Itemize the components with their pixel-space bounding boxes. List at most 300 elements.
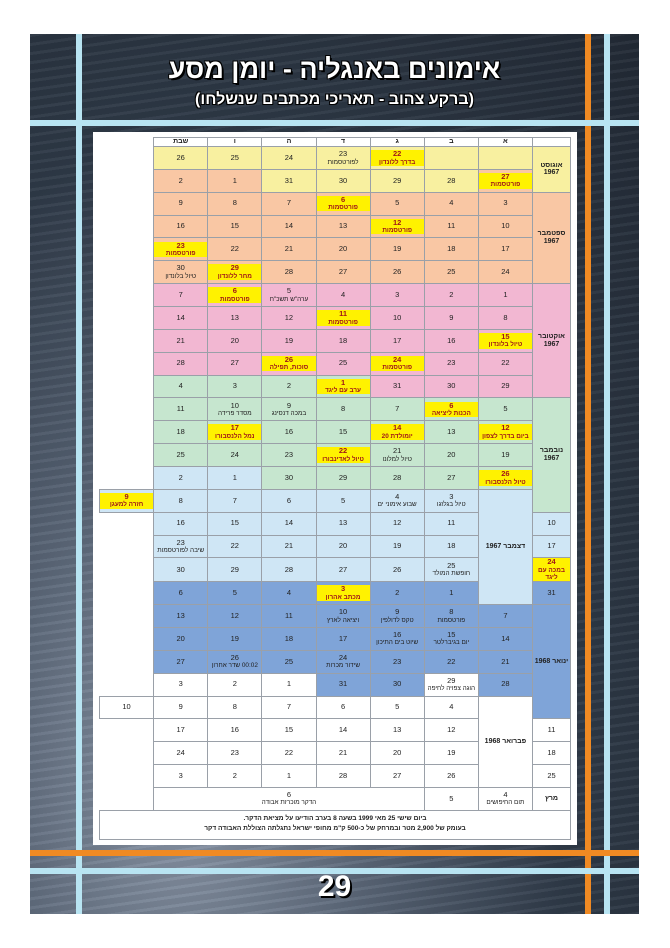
day-note: שיבה לפורטסמות bbox=[157, 547, 205, 555]
day-number: 25 bbox=[284, 656, 294, 666]
day-number: 29 bbox=[230, 564, 239, 574]
day-number: 6 bbox=[178, 587, 183, 597]
day-cell bbox=[262, 238, 316, 261]
day-number: 21 bbox=[176, 335, 185, 345]
day-number: 10 bbox=[393, 312, 402, 322]
day-number: 3 bbox=[395, 289, 400, 299]
day-cell bbox=[208, 742, 262, 765]
day-cell bbox=[370, 192, 424, 215]
day-number: 24 bbox=[176, 747, 185, 757]
day-cell bbox=[208, 284, 262, 307]
day-number: 19 bbox=[393, 244, 402, 254]
day-cell bbox=[154, 238, 208, 261]
day-cell bbox=[154, 605, 208, 628]
day-cell bbox=[316, 673, 370, 696]
day-cell bbox=[154, 742, 208, 765]
week-row bbox=[100, 169, 571, 192]
day-cell bbox=[424, 765, 478, 788]
day-cell bbox=[370, 696, 424, 719]
day-cell bbox=[154, 398, 208, 421]
day-cell bbox=[424, 787, 478, 810]
day-number: 4 bbox=[449, 198, 454, 208]
week-row bbox=[100, 192, 571, 215]
day-number: 8 bbox=[340, 404, 346, 414]
day-number: 26 bbox=[479, 470, 532, 478]
page-title: אימונים באנגליה - יומן מסע bbox=[168, 54, 501, 84]
day-number: 19 bbox=[284, 335, 294, 345]
day-cell bbox=[100, 489, 154, 512]
week-row bbox=[100, 696, 571, 719]
day-cell bbox=[208, 489, 262, 512]
day-cell bbox=[262, 444, 316, 467]
day-number: 31 bbox=[284, 175, 294, 185]
day-note: מסדר פרידה bbox=[217, 409, 252, 417]
day-cell bbox=[262, 650, 316, 673]
day-cell bbox=[370, 673, 424, 696]
day-cell bbox=[316, 765, 370, 788]
day-number: 4 bbox=[178, 381, 183, 391]
frame-line bbox=[604, 34, 610, 914]
day-number: 17 bbox=[208, 424, 261, 432]
day-number: 4 bbox=[449, 702, 454, 712]
day-number: 7 bbox=[178, 289, 183, 299]
day-cell bbox=[316, 582, 370, 605]
day-number: 1 bbox=[286, 679, 292, 689]
day-number: 5 bbox=[286, 286, 292, 296]
day-cell bbox=[154, 512, 208, 535]
day-number: 16 bbox=[230, 725, 239, 735]
day-cell bbox=[316, 215, 370, 238]
day-cell bbox=[262, 535, 316, 558]
day-cell bbox=[316, 329, 370, 352]
month-label: ינואר 1968 bbox=[533, 605, 571, 719]
day-number: 19 bbox=[230, 633, 239, 643]
day-cell bbox=[478, 375, 532, 398]
day-note: ערב עם ליגד bbox=[317, 387, 370, 394]
day-number: 23 bbox=[176, 537, 185, 547]
day-number: 5 bbox=[395, 702, 400, 712]
day-number: 11 bbox=[176, 404, 185, 414]
day-number: 10 bbox=[338, 607, 348, 617]
day-number: 21 bbox=[284, 244, 294, 254]
day-number: 14 bbox=[284, 518, 294, 528]
day-number: 15 bbox=[338, 427, 348, 437]
day-number: 6 bbox=[208, 287, 261, 295]
day-cell bbox=[424, 284, 478, 307]
day-cell bbox=[208, 765, 262, 788]
day-number: 25 bbox=[447, 561, 456, 571]
day-cell bbox=[370, 765, 424, 788]
day-number: 28 bbox=[284, 564, 294, 574]
day-number: 11 bbox=[447, 221, 456, 231]
day-number: 28 bbox=[284, 267, 294, 277]
day-note: ויציאה לארץ bbox=[326, 616, 360, 624]
day-number: 17 bbox=[547, 541, 556, 551]
day-cell bbox=[262, 605, 316, 628]
day-cell bbox=[370, 261, 424, 284]
day-cell bbox=[424, 192, 478, 215]
day-number: 20 bbox=[230, 335, 239, 345]
day-cell bbox=[154, 352, 208, 375]
day-number: 10 bbox=[547, 518, 556, 528]
day-cell bbox=[208, 192, 262, 215]
week-row bbox=[100, 352, 571, 375]
day-number: 17 bbox=[338, 633, 348, 643]
day-cell bbox=[208, 352, 262, 375]
day-number: 29 bbox=[338, 472, 348, 482]
day-cell bbox=[208, 558, 262, 582]
day-number: 11 bbox=[317, 310, 370, 318]
day-number: 10 bbox=[501, 221, 510, 231]
day-cell bbox=[154, 147, 208, 170]
day-number: 11 bbox=[285, 610, 293, 620]
week-row bbox=[100, 375, 571, 398]
day-number: 27 bbox=[176, 656, 185, 666]
day-number: 7 bbox=[286, 702, 292, 712]
day-cell bbox=[262, 582, 316, 605]
day-cell bbox=[370, 558, 424, 582]
day-number: 10 bbox=[122, 702, 131, 712]
day-number: 26 bbox=[393, 564, 402, 574]
day-cell bbox=[262, 398, 316, 421]
day-cell bbox=[154, 650, 208, 673]
day-number: 28 bbox=[501, 679, 510, 689]
day-number: 22 bbox=[230, 541, 239, 551]
frame-line bbox=[76, 34, 82, 914]
day-cell bbox=[316, 398, 370, 421]
day-number: 2 bbox=[395, 587, 400, 597]
day-cell bbox=[316, 238, 370, 261]
day-number: 25 bbox=[176, 449, 185, 459]
day-number: 2 bbox=[449, 289, 454, 299]
day-cell bbox=[478, 673, 532, 696]
day-cell bbox=[208, 147, 262, 170]
day-cell bbox=[478, 467, 532, 490]
day-note: טיול הלנסבורו bbox=[479, 479, 532, 486]
day-cell bbox=[478, 238, 532, 261]
day-number: 8 bbox=[503, 312, 508, 322]
weekday-header: ג bbox=[370, 138, 424, 147]
day-number: 27 bbox=[338, 267, 348, 277]
day-number: 9 bbox=[178, 198, 183, 208]
day-number: 30 bbox=[338, 175, 348, 185]
day-cell bbox=[370, 307, 424, 330]
day-cell bbox=[154, 375, 208, 398]
day-cell bbox=[208, 421, 262, 444]
day-cell bbox=[262, 261, 316, 284]
page-number: 29 bbox=[317, 870, 352, 903]
day-cell bbox=[208, 512, 262, 535]
day-number: 2 bbox=[178, 175, 183, 185]
day-cell bbox=[262, 558, 316, 582]
day-number: 22 bbox=[371, 150, 424, 158]
day-cell bbox=[370, 489, 424, 512]
day-note: ביום בדרך לצפון bbox=[479, 433, 532, 440]
day-number: 25 bbox=[547, 770, 556, 780]
day-number: 4 bbox=[340, 289, 346, 299]
day-number: 17 bbox=[501, 244, 510, 254]
day-number: 14 bbox=[371, 424, 424, 432]
day-cell bbox=[478, 352, 532, 375]
day-number: 26 bbox=[447, 770, 456, 780]
day-number: 30 bbox=[393, 679, 402, 689]
day-number: 27 bbox=[479, 173, 532, 181]
day-number: 3 bbox=[178, 770, 183, 780]
day-note: טקס לדולפין bbox=[380, 616, 414, 624]
day-number: 20 bbox=[338, 541, 348, 551]
day-number: 7 bbox=[286, 198, 292, 208]
day-number: 12 bbox=[447, 725, 456, 735]
day-cell bbox=[262, 329, 316, 352]
day-number: 28 bbox=[393, 472, 402, 482]
day-cell bbox=[424, 742, 478, 765]
day-number: 18 bbox=[338, 335, 348, 345]
day-number: 24 bbox=[338, 652, 348, 662]
day-number: 9 bbox=[286, 400, 292, 410]
day-cell bbox=[424, 696, 478, 719]
day-cell bbox=[262, 352, 316, 375]
day-cell bbox=[262, 307, 316, 330]
day-note: פורטסמות bbox=[154, 250, 207, 257]
day-note: מכתב אהרון bbox=[317, 594, 370, 601]
day-number: 14 bbox=[176, 312, 185, 322]
day-number: 28 bbox=[447, 175, 456, 185]
day-note: שיוט בים התיכון bbox=[376, 639, 419, 647]
day-number: 22 bbox=[230, 244, 239, 254]
day-number: 1 bbox=[317, 379, 370, 387]
day-cell bbox=[424, 627, 478, 650]
day-cell bbox=[316, 352, 370, 375]
day-note: טיול בגלזגו bbox=[436, 501, 466, 509]
day-number: 5 bbox=[449, 793, 454, 803]
day-cell bbox=[316, 192, 370, 215]
day-cell bbox=[533, 512, 571, 535]
day-note: פורטסמות bbox=[479, 181, 532, 188]
day-note: יום בגיברלטר bbox=[433, 639, 470, 647]
day-number: 8 bbox=[449, 607, 454, 617]
day-cell bbox=[262, 467, 316, 490]
day-note: הדקר מוכרזת אבודה bbox=[261, 799, 317, 807]
day-note: מחר ללונדון bbox=[208, 273, 261, 280]
day-cell bbox=[262, 147, 316, 170]
day-cell bbox=[370, 627, 424, 650]
day-cell bbox=[370, 421, 424, 444]
day-cell bbox=[208, 444, 262, 467]
day-cell bbox=[154, 787, 425, 810]
day-note: פורטסמות bbox=[317, 319, 370, 326]
day-cell bbox=[262, 696, 316, 719]
day-cell bbox=[316, 627, 370, 650]
day-number: 12 bbox=[371, 219, 424, 227]
day-cell bbox=[316, 169, 370, 192]
day-cell bbox=[262, 512, 316, 535]
day-number: 27 bbox=[230, 358, 239, 368]
day-number: 28 bbox=[176, 358, 185, 368]
day-cell bbox=[424, 512, 478, 535]
day-cell bbox=[154, 673, 208, 696]
day-cell bbox=[370, 352, 424, 375]
week-row bbox=[100, 627, 571, 650]
day-cell bbox=[154, 215, 208, 238]
day-cell bbox=[424, 169, 478, 192]
day-note: נמל הלנסבורו bbox=[208, 433, 261, 440]
calendar-table bbox=[99, 137, 571, 811]
day-cell bbox=[424, 582, 478, 605]
day-cell bbox=[316, 650, 370, 673]
day-number: 2 bbox=[232, 679, 237, 689]
day-cell bbox=[478, 329, 532, 352]
day-number: 14 bbox=[338, 725, 348, 735]
day-cell bbox=[478, 787, 532, 810]
day-number: 22 bbox=[317, 447, 370, 455]
day-cell bbox=[370, 444, 424, 467]
weekday-header: ב bbox=[424, 138, 478, 147]
day-cell bbox=[478, 261, 532, 284]
day-number: 27 bbox=[393, 770, 402, 780]
day-number: 8 bbox=[178, 495, 183, 505]
day-number: 31 bbox=[338, 679, 348, 689]
day-cell bbox=[424, 421, 478, 444]
day-cell bbox=[208, 650, 262, 673]
day-cell bbox=[370, 535, 424, 558]
day-number: 23 bbox=[230, 747, 239, 757]
month-label: מרץ bbox=[533, 787, 571, 810]
day-cell bbox=[208, 627, 262, 650]
day-number: 13 bbox=[338, 518, 348, 528]
day-cell bbox=[370, 329, 424, 352]
week-row bbox=[100, 147, 571, 170]
day-note: תום החיפושים bbox=[486, 799, 525, 807]
day-note: בדרך ללונדון bbox=[371, 159, 424, 166]
day-cell bbox=[154, 329, 208, 352]
day-cell bbox=[424, 398, 478, 421]
weekday-header: ה bbox=[262, 138, 316, 147]
day-number: 4 bbox=[286, 587, 292, 597]
week-row bbox=[100, 238, 571, 261]
day-cell bbox=[424, 489, 478, 512]
day-note: פורטסמות bbox=[371, 364, 424, 371]
day-cell bbox=[533, 742, 571, 765]
day-cell bbox=[262, 673, 316, 696]
day-note: פורטסמות bbox=[371, 227, 424, 234]
day-cell bbox=[370, 582, 424, 605]
month-label: ספטמבר 1967 bbox=[533, 192, 571, 283]
day-cell bbox=[316, 535, 370, 558]
day-cell bbox=[370, 398, 424, 421]
day-cell bbox=[424, 352, 478, 375]
day-number: 3 bbox=[503, 198, 508, 208]
day-number: 15 bbox=[284, 725, 294, 735]
day-number: 18 bbox=[547, 747, 556, 757]
day-number: 7 bbox=[395, 404, 400, 414]
day-number: 21 bbox=[338, 747, 348, 757]
week-row bbox=[100, 787, 571, 810]
day-number: 5 bbox=[503, 404, 508, 414]
day-note: טיול בלונדון bbox=[165, 272, 197, 280]
day-note: במכה דנסינג bbox=[271, 409, 307, 417]
day-number: 18 bbox=[447, 244, 456, 254]
day-note: פורטסמות bbox=[208, 296, 261, 303]
day-number: 20 bbox=[176, 633, 185, 643]
day-number: 7 bbox=[232, 495, 237, 505]
day-cell bbox=[154, 261, 208, 284]
day-cell bbox=[316, 444, 370, 467]
day-cell bbox=[154, 169, 208, 192]
day-number: 19 bbox=[447, 747, 456, 757]
day-number: 14 bbox=[284, 221, 294, 231]
day-number: 1 bbox=[232, 472, 237, 482]
footer-line: בעומק של 2,900 מטר ובמרחק של כ-500 ק"מ מחופי ישראל נתגלתה הצוללת האבודה דקר bbox=[204, 824, 466, 832]
day-number: 19 bbox=[501, 449, 510, 459]
day-number: 15 bbox=[447, 630, 456, 640]
day-number: 5 bbox=[340, 495, 346, 505]
weekday-header-row bbox=[100, 138, 571, 147]
day-number: 9 bbox=[178, 702, 183, 712]
day-cell bbox=[478, 169, 532, 192]
day-cell bbox=[262, 375, 316, 398]
day-number: 23 bbox=[447, 358, 456, 368]
day-number: 29 bbox=[393, 175, 402, 185]
day-cell bbox=[154, 307, 208, 330]
day-cell bbox=[208, 238, 262, 261]
day-number: 25 bbox=[338, 358, 348, 368]
day-number: 24 bbox=[501, 267, 510, 277]
day-cell bbox=[533, 558, 571, 582]
day-number: 16 bbox=[176, 518, 185, 528]
day-cell bbox=[370, 650, 424, 673]
day-cell bbox=[316, 261, 370, 284]
day-cell bbox=[154, 627, 208, 650]
day-number: 1 bbox=[286, 770, 292, 780]
week-row bbox=[100, 329, 571, 352]
day-number: 31 bbox=[547, 587, 556, 597]
day-cell bbox=[316, 284, 370, 307]
day-number: 30 bbox=[447, 381, 456, 391]
month-label: נובמבר 1967 bbox=[533, 398, 571, 512]
day-number: 23 bbox=[154, 242, 207, 250]
day-number: 13 bbox=[338, 221, 348, 231]
day-number: 9 bbox=[449, 312, 454, 322]
day-number: 13 bbox=[230, 312, 239, 322]
week-row bbox=[100, 284, 571, 307]
day-number: 1 bbox=[232, 175, 237, 185]
day-number: 31 bbox=[393, 381, 402, 391]
day-number: 23 bbox=[393, 656, 402, 666]
day-cell bbox=[316, 696, 370, 719]
day-note: חופשת המולד bbox=[432, 570, 471, 578]
day-number: 12 bbox=[284, 312, 294, 322]
day-cell bbox=[478, 215, 532, 238]
day-number: 9 bbox=[100, 493, 153, 501]
day-note: 00:02 שדר אחרון bbox=[211, 662, 258, 670]
day-number: 17 bbox=[393, 335, 402, 345]
day-note: יומולדת 20 bbox=[371, 433, 424, 440]
weekday-header: א bbox=[478, 138, 532, 147]
day-cell bbox=[154, 696, 208, 719]
day-number: 30 bbox=[284, 472, 294, 482]
day-number: 13 bbox=[447, 427, 456, 437]
day-cell bbox=[154, 467, 208, 490]
day-number: 17 bbox=[176, 725, 185, 735]
weekday-header: ו bbox=[208, 138, 262, 147]
day-cell bbox=[533, 582, 571, 605]
day-cell bbox=[208, 696, 262, 719]
day-number: 6 bbox=[425, 402, 478, 410]
day-cell bbox=[424, 719, 478, 742]
day-number: 29 bbox=[208, 264, 261, 272]
day-cell bbox=[424, 673, 478, 696]
day-number: 22 bbox=[284, 747, 294, 757]
